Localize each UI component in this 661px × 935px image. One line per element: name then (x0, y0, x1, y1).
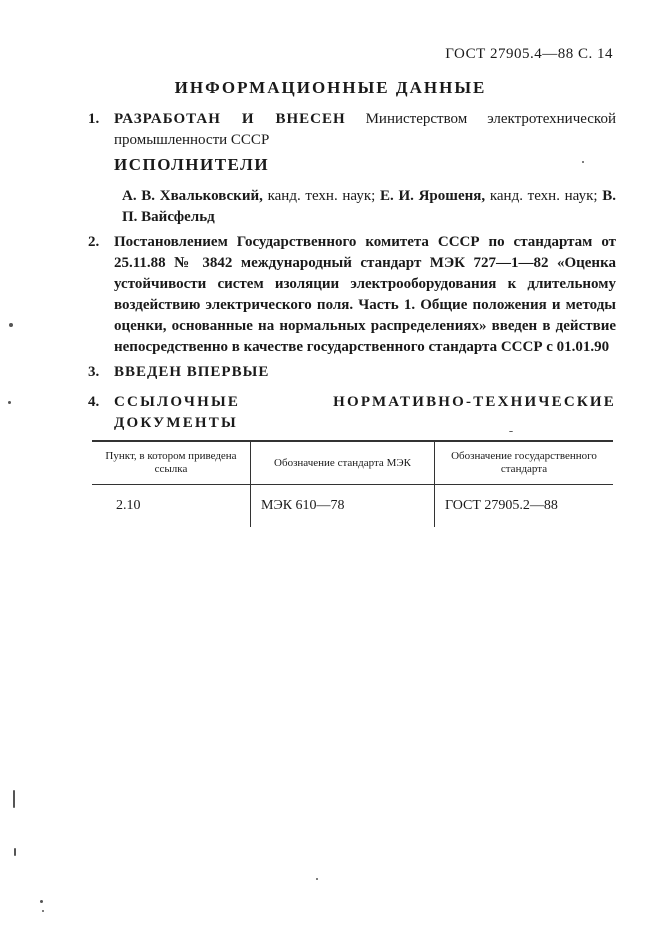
scan-speck (316, 878, 318, 880)
performer-name: Е. И. Ярошеня, (380, 188, 486, 204)
item-text: ССЫЛОЧНЫЕ НОРМАТИВНО-ТЕХНИЧЕСКИЕ ДОКУМЕНТЫ (114, 394, 616, 431)
document-title: ИНФОРМАЦИОННЫЕ ДАННЫЕ (174, 78, 487, 97)
scan-speck (9, 323, 13, 327)
item-text: Министерством электротехнической промышленности СССР (114, 111, 616, 148)
performers-heading: ИСПОЛНИТЕЛИ (114, 155, 270, 174)
item-text: Постановлением Государственного комитета СССР по стандартам от 25.11.88 № 3842 международный стандарт МЭК 727—1—82 «Оценка устойчивости систем изоляции электрооборудования к длительному воздействию электрического поля. Часть 1. Общие положения и методы оценки, основанные на нормальных распределениях» введен в действие непосредственно в качестве государственного стандарта СССР с 01.01.90 (114, 234, 616, 355)
table-header-cell: Обозначение стандарта МЭК (251, 441, 435, 485)
page-reference: ГОСТ 27905.4—88 С. 14 (445, 46, 613, 62)
info-item-1 (88, 109, 616, 151)
item-number: 3. (88, 364, 100, 380)
performer-degree: канд. техн. наук; (267, 188, 376, 204)
scan-speck (509, 431, 513, 432)
item-number: 4. (88, 394, 100, 410)
info-item-3 (88, 362, 616, 383)
scan-speck (14, 848, 16, 856)
performer-name: В. П. Вайсфельд (122, 188, 617, 225)
item-text: ВВЕДЕН ВПЕРВЫЕ (114, 364, 270, 380)
table-cell: 2.10 (116, 498, 141, 513)
table-header-cell: Пункт, в котором приведена ссылка (92, 441, 251, 485)
item-number: 2. (88, 234, 100, 250)
table-header-row (92, 441, 613, 485)
performer-name: А. В. Хвальковский, (122, 188, 263, 204)
item-lead: РАЗРАБОТАН И ВНЕСЕН (114, 111, 346, 127)
info-item-2 (88, 232, 616, 358)
table-row (92, 485, 613, 528)
scan-speck (40, 900, 43, 903)
scan-speck (582, 161, 584, 163)
table-cell: МЭК 610—78 (251, 485, 435, 528)
performer-degree: канд. техн. наук; (489, 188, 598, 204)
scan-speck (13, 790, 15, 808)
scan-speck (8, 401, 11, 404)
table-header-cell: Обозначение государственного стандарта (435, 441, 614, 485)
reference-documents-table (92, 440, 613, 527)
scan-speck (42, 910, 44, 912)
info-item-4 (88, 392, 616, 434)
item-number: 1. (88, 111, 100, 127)
performers-list (122, 186, 616, 228)
table-cell: ГОСТ 27905.2—88 (435, 485, 614, 528)
